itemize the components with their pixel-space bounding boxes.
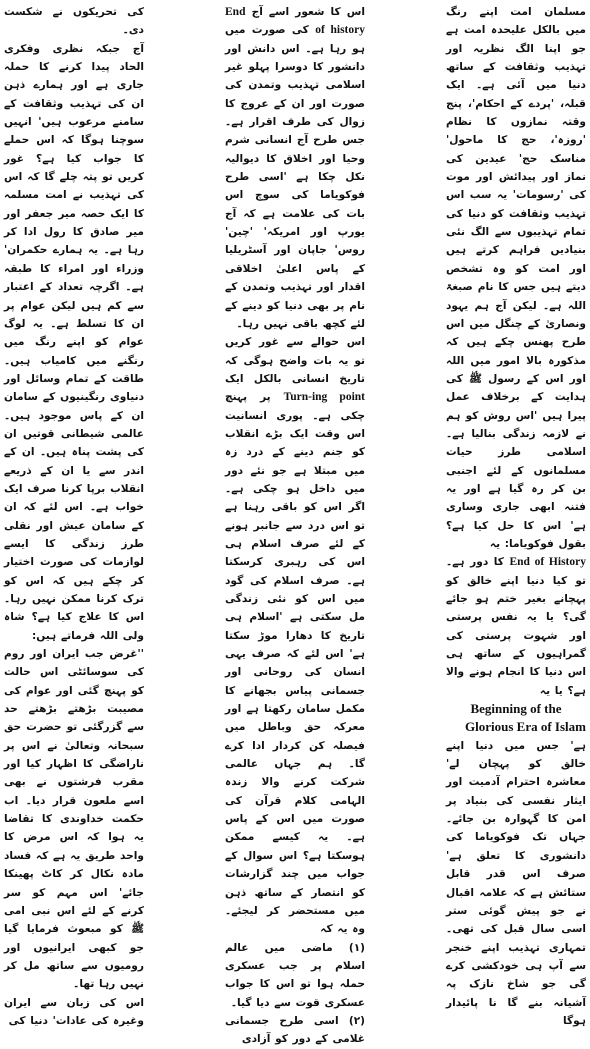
english-heading: Beginning of the Glorious Era of Islam [465, 701, 586, 735]
paragraph-text: اس کا شعور اسے آج [251, 6, 365, 18]
english-term: End of History [509, 556, 586, 569]
paragraph: اس کی زبان سے ایران وغیرہ کی عادات' دنیا کی [4, 996, 144, 1027]
paragraph: کی تحریکوں نے شکست دی۔ [4, 6, 144, 37]
numbered-point: (۱) ماضی میں عالم اسلام پر جب عسکری حملہ ہوا تو اس کا جواب عسکری قوت سے دیا گیا۔ [225, 941, 365, 1009]
english-term: End of history [225, 6, 365, 37]
english-term: Turn-ing point [283, 391, 365, 404]
paragraph [225, 333, 365, 938]
paragraph: مسلمان امت اپنے رنگ میں بالکل علیحدہ امت ہے جو اپنا الگ نظریہ اور تہذیب وثقافت کے ساتھ دنیا میں آئی ہے۔ ایک قبلہ، 'پردے کے احکام'، پنج وقتہ نمازوں کا نظام 'روزہ'، حج کا ماحول' مناسک حج' عیدین کی نماز اور پیدائش اور موت کی 'رسومات' یہ سب اس تہذیب وثقافت کو دنیا کی تمام تہذیبوں سے الگ نئی بنیادیں فراہم کرتے ہیں اور امت کو وہ تشخص دیتے ہیں جس کا نام صبغۃ اللہ ہے۔ لیکن آج ہم یہود ونصاریٰ کے چنگل میں اس طرح پھنس چکے ہیں کہ مذکورہ بالا امور میں اللہ اور اس کے رسول ﷺ کی ہدایت کے برخلاف عمل پیرا ہیں 'اس روش کو ہم نے لازمہ زندگی بنالیا ہے۔ اسلامی طرز حیات مسلمانوں کے لئے اجنبی بن کر رہ گیا ہے اور یہ فتنہ ابھی جاری وساری ہے' اس کا حل کیا ہے؟ بقول فوکویاما: یہ [446, 6, 586, 550]
paragraph: ہے' جس میں دنیا اپنے خالق کو پہچان لے' معاشرہ احترام آدمیت اور ایثار نفسی کی بنیاد پر امن کا گہوارہ بن جائے۔ جہاں تک فوکویاما کی دانشوری کا تعلق ہے' صرف اس قدر قابل ستائش ہے کہ علامہ اقبال نے جو پیش گوئی ستر اسی سال قبل کی تھی۔ تمہاری تہذیب اپنے خنجر سے آپ ہی خودکشی کرے گی جو شاخ نازک پہ آشیانہ بنے گا نا پائیدار ہوگا [446, 739, 586, 1027]
column-middle [225, 3, 365, 1046]
paragraph [225, 3, 365, 333]
paragraph-text: کا دور ہے۔ تو کیا دنیا اپنے خالق کو پہچانے بغیر ختم ہو جائے گی؟ یا یہ نفس پرستی اور شہوت پرستی کی گمراہیوں کے ساتھ ہی اس دنیا کا انجام ہونے والا ہے؟ یا یہ [446, 556, 586, 697]
numbered-point: (۲) اسی طرح جسمانی غلامی کے دور کو آزادی [225, 1014, 365, 1046]
paragraph: آج جبکہ نظری وفکری الحاد پیدا کرنے کا حملہ جاری ہے اور ہمارے ذہن ان کی تہذیب وثقافت کے سامنے مرعوب ہیں' انہیں سوچنا ہوگا کہ اس حملے کا جواب کیا ہے؟ غور کریں تو پتہ چلے گا کہ اس کی تہذیب نے امت مسلمہ کا ایک حصہ میر جعفر اور میر صادق کا رول ادا کر رہا ہے۔ یہ ہمارے حکمران' وزراء اور امراء کا طبقہ ہے۔ اگرچہ تعداد کے اعتبار سے کم ہیں لیکن عوام پر ان کا تسلط ہے۔ یہ لوگ عوام کو اپنے رنگ میں رنگنے میں کامیاب ہیں۔ طاقت کے تمام وسائل اور دنیاوی رنگینیوں کے سامان ان کے پاس موجود ہیں۔ عالمی شیطانی قوتیں ان کی پشت پناہ ہیں۔ ان کے اندر سے یا ان کے ذریعے انقلاب برپا کرنا صرف ایک خواب ہے۔ اس لئے کہ ان کے سامان عیش اور نقلی طرز زندگی کا ایسے لوازمات کی صورت اختیار کر چکے ہیں کہ اس کو ترک کرنا ممکن نہیں رہا۔ اس کا علاج کیا ہے؟ شاہ ولی اللہ فرماتے ہیں: [4, 42, 144, 642]
column-right [446, 3, 586, 1027]
paragraph-text: پر پہنچ چکی ہے۔ پوری انسانیت اس وقت ایک بڑے انقلاب کو جنم دینے کے درد زہ میں مبتلا ہے جو نئے دور میں داخل ہو چکی ہے۔ اگر اس کو باقی رہنا ہے تو اس درد سے جانبر ہونے کے لئے صرف اسلام ہی اس کی رہبری کرسکتا ہے۔ صرف اسلام کی گود میں اس کو نئی زندگی مل سکتی ہے 'اسلام ہی تاریخ کا دھارا موڑ سکتا ہے' اس لئے کہ صرف یہی انسان کی روحانی اور جسمانی پیاس بجھانے کا مکمل سامان رکھتا ہے اور معرکہ حق وباطل میں فیصلہ کن کردار ادا کرے گا۔ ہم جہاں عالمی شرکت کرنے والا زندہ الہامی کلام قرآن کی صورت میں اس کے پاس ہے۔ یہ کیسے ممکن ہوسکتا ہے؟ اس سوال کے جواب میں چند گزارشات کو انتصار کے ساتھ ذہن میں مستحضر کر لیجئے۔ وہ یہ کہ [225, 391, 365, 936]
column-left [4, 3, 144, 1027]
paragraph-text: کی صورت میں ہو رہا ہے۔ اس دانش اور دانشور کا دوسرا پہلو غیر اسلامی تہذیب وتمدن کی صورت اور ان کے عروج کا زوال کی طرف اقرار ہے۔ جس طرح آج انسانی شرم وحیا اور اخلاق کا دیوالیہ نکل چکا ہے 'اسی طرح فوکویاما کی سوچ اس بات کی علامت ہے کہ آج یورپ اور امریکہ' 'چین' روس' جاپان اور آسٹریلیا کے پاس اعلیٰ اخلاقی اقدار اور تہذیب وتمدن کے نام پر بھی دنیا کو دینے کے لئے کچھ باقی نہیں رہا۔ [225, 24, 365, 330]
paragraph-text: اس حوالے سے غور کریں تو یہ بات واضح ہوگی کہ تاریخ انسانی بالکل ایک [225, 336, 365, 385]
paragraph [446, 553, 586, 700]
quotation: ''غرض جب ایران اور روم کی سوسائٹی اس حالت کو پہنچ گئی اور عوام کی مصیبت بڑھتے بڑھتے حد سے گزرگئی تو حضرت حق سبحانہ وتعالیٰ نے اس پر ناراضگی کا اظہار کیا اور مقرب فرشتوں نے بھی اسے ملعون قرار دیا۔ اب حکمت خداوندی کا تقاضا یہ ہوا کہ اس مرض کا واحد طریق یہ ہے کہ فساد مادہ نکال کر کاٹ پھینکا جائے' اس مہم کو سر کرنے کے لئے اس نبی امی ﷺ کو مبعوث فرمایا گیا جو کبھی ایرانیوں اور رومیوں سے ساتھ مل کر نہیں رہا تھا۔ [4, 648, 144, 991]
